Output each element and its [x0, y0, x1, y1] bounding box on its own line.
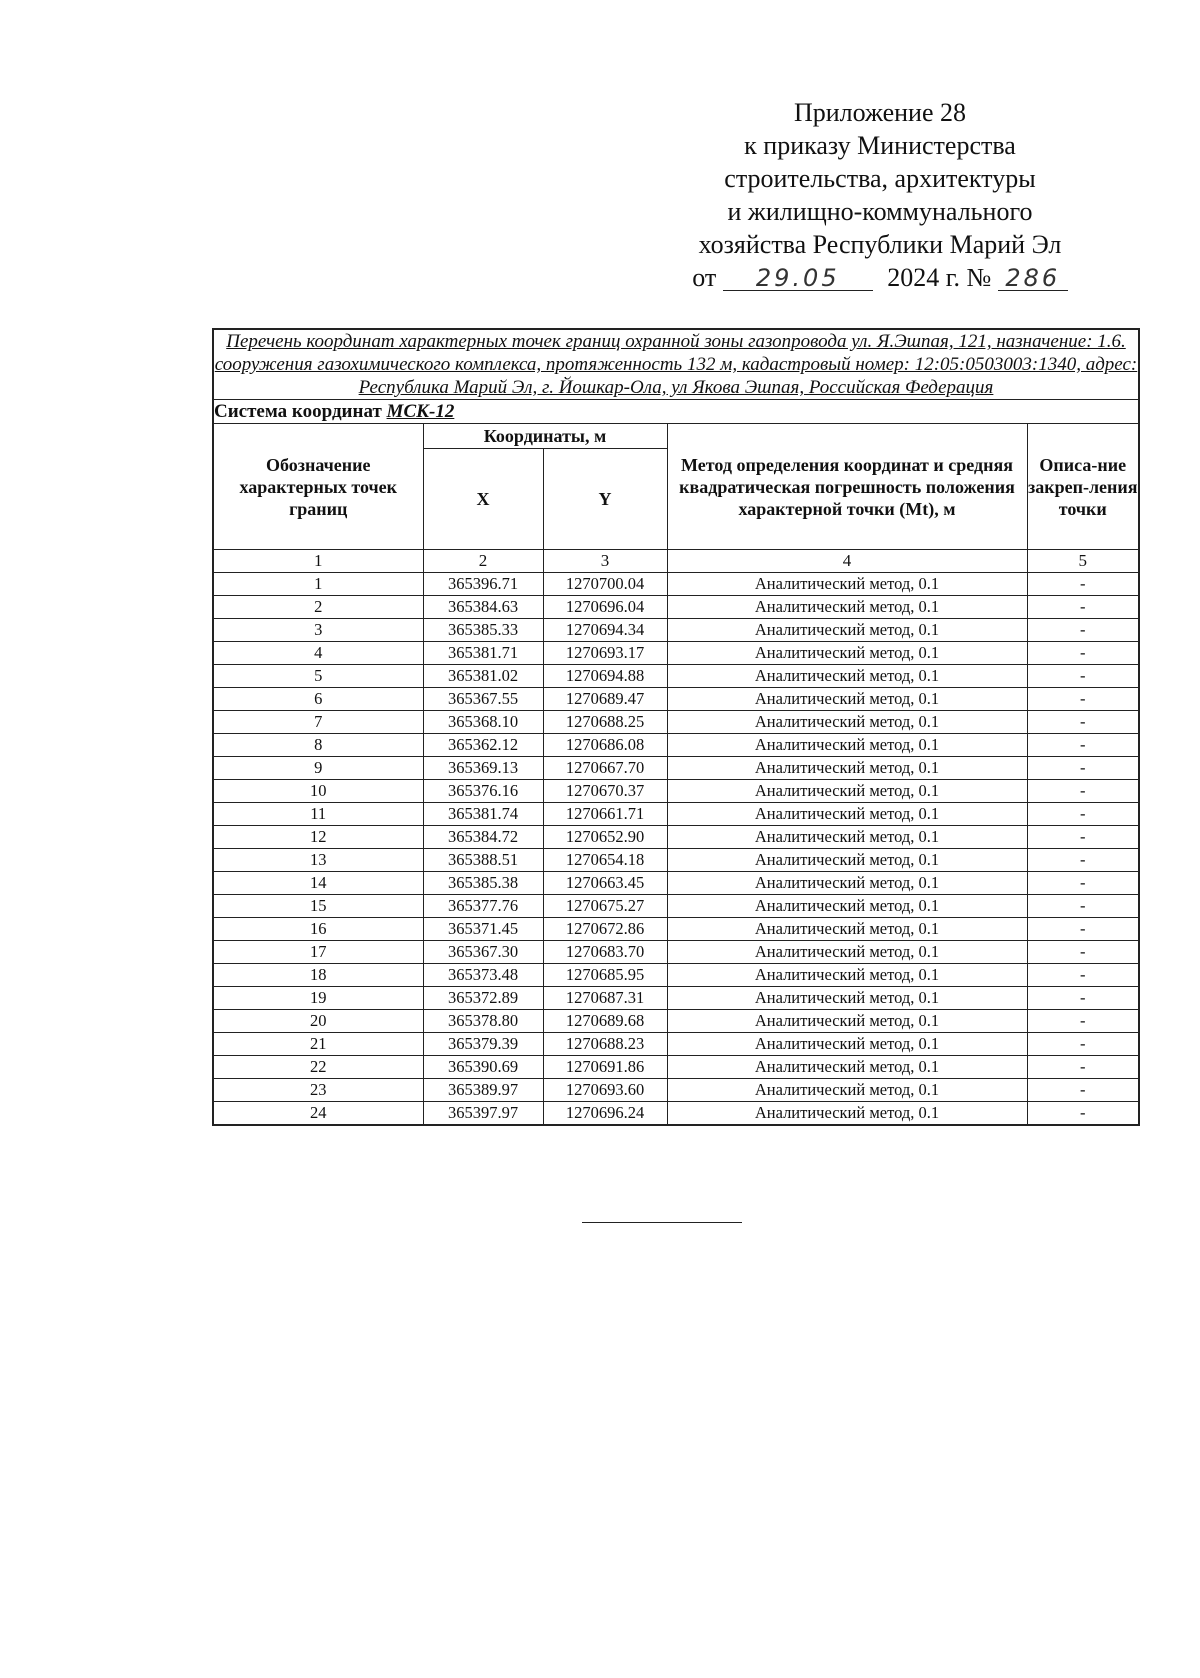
column-number: 1: [213, 550, 423, 573]
description-value: -: [1027, 1010, 1139, 1033]
y-value: 1270688.23: [543, 1033, 667, 1056]
method-value: Аналитический метод, 0.1: [667, 1033, 1027, 1056]
x-value: 365362.12: [423, 734, 543, 757]
point-number: 2: [213, 596, 423, 619]
y-value: 1270691.86: [543, 1056, 667, 1079]
method-value: Аналитический метод, 0.1: [667, 757, 1027, 780]
x-value: 365384.63: [423, 596, 543, 619]
description-value: -: [1027, 1056, 1139, 1079]
table-row: [213, 849, 1139, 872]
coordinates-table: [212, 328, 1140, 1126]
table-row: [213, 872, 1139, 895]
point-number: 22: [213, 1056, 423, 1079]
description-value: -: [1027, 803, 1139, 826]
table-row: [213, 964, 1139, 987]
point-number: 16: [213, 918, 423, 941]
y-value: 1270687.31: [543, 987, 667, 1010]
description-value: -: [1027, 826, 1139, 849]
y-value: 1270693.60: [543, 1079, 667, 1102]
y-value: 1270683.70: [543, 941, 667, 964]
point-number: 3: [213, 619, 423, 642]
x-value: 365377.76: [423, 895, 543, 918]
method-value: Аналитический метод, 0.1: [667, 780, 1027, 803]
point-number: 8: [213, 734, 423, 757]
x-value: 365372.89: [423, 987, 543, 1010]
y-value: 1270689.47: [543, 688, 667, 711]
y-value: 1270667.70: [543, 757, 667, 780]
header-method: Метод определения координат и средняя квадратическая погрешность положения характерной точки (Mt), м: [667, 424, 1027, 550]
method-value: Аналитический метод, 0.1: [667, 642, 1027, 665]
point-number: 5: [213, 665, 423, 688]
y-value: 1270675.27: [543, 895, 667, 918]
description-value: -: [1027, 895, 1139, 918]
y-value: 1270670.37: [543, 780, 667, 803]
description-value: -: [1027, 688, 1139, 711]
x-value: 365397.97: [423, 1102, 543, 1126]
y-value: 1270696.04: [543, 596, 667, 619]
table-row: [213, 573, 1139, 596]
table-row: [213, 918, 1139, 941]
table-row: [213, 1010, 1139, 1033]
point-number: 17: [213, 941, 423, 964]
description-value: -: [1027, 964, 1139, 987]
x-value: 365381.74: [423, 803, 543, 826]
x-value: 365381.02: [423, 665, 543, 688]
y-value: 1270672.86: [543, 918, 667, 941]
header-line: хозяйства Республики Марий Эл: [698, 230, 1062, 259]
table-row: [213, 757, 1139, 780]
table-row: [213, 941, 1139, 964]
x-value: 365396.71: [423, 573, 543, 596]
point-number: 7: [213, 711, 423, 734]
description-value: -: [1027, 734, 1139, 757]
column-number-row: [213, 550, 1139, 573]
y-value: 1270685.95: [543, 964, 667, 987]
x-value: 365367.30: [423, 941, 543, 964]
method-value: Аналитический метод, 0.1: [667, 849, 1027, 872]
table-row: [213, 596, 1139, 619]
y-value: 1270661.71: [543, 803, 667, 826]
column-number: 4: [667, 550, 1027, 573]
y-value: 1270700.04: [543, 573, 667, 596]
description-value: -: [1027, 1102, 1139, 1126]
x-value: 365369.13: [423, 757, 543, 780]
table-body: [213, 573, 1139, 1126]
table-row: [213, 826, 1139, 849]
method-value: Аналитический метод, 0.1: [667, 872, 1027, 895]
method-value: Аналитический метод, 0.1: [667, 688, 1027, 711]
description-value: -: [1027, 711, 1139, 734]
x-value: 365379.39: [423, 1033, 543, 1056]
x-value: 365378.80: [423, 1010, 543, 1033]
point-number: 10: [213, 780, 423, 803]
table-row: [213, 734, 1139, 757]
x-value: 365390.69: [423, 1056, 543, 1079]
table-caption: Перечень координат характерных точек границ охранной зоны газопровода ул. Я.Эшпая, 121, назначение: 1.6. сооружения газохимического комплекса, протяженность 132 м, кадастровый номер: 12:05:0503003:1340, адрес: Республика Марий Эл, г. Йошкар-Ола, ул Якова Эшпая, Российская Федерация: [214, 331, 1138, 398]
description-value: -: [1027, 780, 1139, 803]
method-value: Аналитический метод, 0.1: [667, 964, 1027, 987]
coordinate-system-value: МСК-12: [386, 401, 455, 422]
description-value: -: [1027, 918, 1139, 941]
table-row: [213, 665, 1139, 688]
table-row: [213, 1033, 1139, 1056]
point-number: 21: [213, 1033, 423, 1056]
header-x: X: [423, 449, 543, 550]
method-value: Аналитический метод, 0.1: [667, 941, 1027, 964]
point-number: 23: [213, 1079, 423, 1102]
table-row: [213, 803, 1139, 826]
y-value: 1270694.88: [543, 665, 667, 688]
header-point: Обозначение характерных точек границ: [213, 424, 423, 550]
column-number: 3: [543, 550, 667, 573]
method-value: Аналитический метод, 0.1: [667, 619, 1027, 642]
description-value: -: [1027, 665, 1139, 688]
x-value: 365385.33: [423, 619, 543, 642]
method-value: Аналитический метод, 0.1: [667, 1010, 1027, 1033]
coordinate-system: [213, 400, 1139, 424]
x-value: 365384.72: [423, 826, 543, 849]
point-number: 15: [213, 895, 423, 918]
x-value: 365368.10: [423, 711, 543, 734]
y-value: 1270694.34: [543, 619, 667, 642]
method-value: Аналитический метод, 0.1: [667, 1079, 1027, 1102]
closing-line: [582, 1222, 742, 1223]
table-row: [213, 1102, 1139, 1126]
table-row: [213, 688, 1139, 711]
date-year: 2024 г. №: [887, 263, 992, 292]
y-value: 1270686.08: [543, 734, 667, 757]
method-value: Аналитический метод, 0.1: [667, 987, 1027, 1010]
column-number: 5: [1027, 550, 1139, 573]
x-value: 365373.48: [423, 964, 543, 987]
description-value: -: [1027, 941, 1139, 964]
method-value: Аналитический метод, 0.1: [667, 1102, 1027, 1126]
table-row: [213, 1079, 1139, 1102]
point-number: 24: [213, 1102, 423, 1126]
handwritten-date: 29.05: [723, 266, 873, 291]
method-value: Аналитический метод, 0.1: [667, 734, 1027, 757]
point-number: 11: [213, 803, 423, 826]
point-number: 13: [213, 849, 423, 872]
appendix-header: [640, 96, 1120, 294]
table-row: [213, 780, 1139, 803]
x-value: 365385.38: [423, 872, 543, 895]
method-value: Аналитический метод, 0.1: [667, 573, 1027, 596]
x-value: 365376.16: [423, 780, 543, 803]
x-value: 365388.51: [423, 849, 543, 872]
point-number: 6: [213, 688, 423, 711]
y-value: 1270654.18: [543, 849, 667, 872]
method-value: Аналитический метод, 0.1: [667, 711, 1027, 734]
handwritten-order-number: 286: [998, 266, 1068, 291]
header-description: Описа-ние закреп-ления точки: [1027, 424, 1139, 550]
header-line: Приложение 28: [793, 98, 967, 127]
description-value: -: [1027, 642, 1139, 665]
description-value: -: [1027, 849, 1139, 872]
point-number: 19: [213, 987, 423, 1010]
description-value: -: [1027, 573, 1139, 596]
header-y: Y: [543, 449, 667, 550]
point-number: 1: [213, 573, 423, 596]
date-prefix: от: [692, 263, 717, 292]
method-value: Аналитический метод, 0.1: [667, 918, 1027, 941]
x-value: 365371.45: [423, 918, 543, 941]
header-coordinates: Координаты, м: [423, 424, 667, 449]
y-value: 1270652.90: [543, 826, 667, 849]
order-date-row: [640, 261, 1120, 294]
y-value: 1270693.17: [543, 642, 667, 665]
method-value: Аналитический метод, 0.1: [667, 803, 1027, 826]
x-value: 365389.97: [423, 1079, 543, 1102]
description-value: -: [1027, 1033, 1139, 1056]
y-value: 1270689.68: [543, 1010, 667, 1033]
x-value: 365381.71: [423, 642, 543, 665]
table-row: [213, 711, 1139, 734]
table-row: [213, 987, 1139, 1010]
y-value: 1270688.25: [543, 711, 667, 734]
point-number: 12: [213, 826, 423, 849]
table-row: [213, 642, 1139, 665]
x-value: 365367.55: [423, 688, 543, 711]
description-value: -: [1027, 619, 1139, 642]
table-row: [213, 1056, 1139, 1079]
point-number: 20: [213, 1010, 423, 1033]
y-value: 1270696.24: [543, 1102, 667, 1126]
coordinate-system-label: Система координат: [214, 401, 382, 422]
method-value: Аналитический метод, 0.1: [667, 826, 1027, 849]
point-number: 14: [213, 872, 423, 895]
description-value: -: [1027, 1079, 1139, 1102]
y-value: 1270663.45: [543, 872, 667, 895]
point-number: 4: [213, 642, 423, 665]
description-value: -: [1027, 872, 1139, 895]
method-value: Аналитический метод, 0.1: [667, 1056, 1027, 1079]
method-value: Аналитический метод, 0.1: [667, 895, 1027, 918]
method-value: Аналитический метод, 0.1: [667, 665, 1027, 688]
method-value: Аналитический метод, 0.1: [667, 596, 1027, 619]
description-value: -: [1027, 596, 1139, 619]
point-number: 9: [213, 757, 423, 780]
header-line: к приказу Министерства: [744, 131, 1016, 160]
column-number: 2: [423, 550, 543, 573]
description-value: -: [1027, 757, 1139, 780]
table-row: [213, 895, 1139, 918]
table-row: [213, 619, 1139, 642]
description-value: -: [1027, 987, 1139, 1010]
point-number: 18: [213, 964, 423, 987]
header-line: строительства, архитектуры: [724, 164, 1036, 193]
header-line: и жилищно-коммунального: [727, 197, 1033, 226]
